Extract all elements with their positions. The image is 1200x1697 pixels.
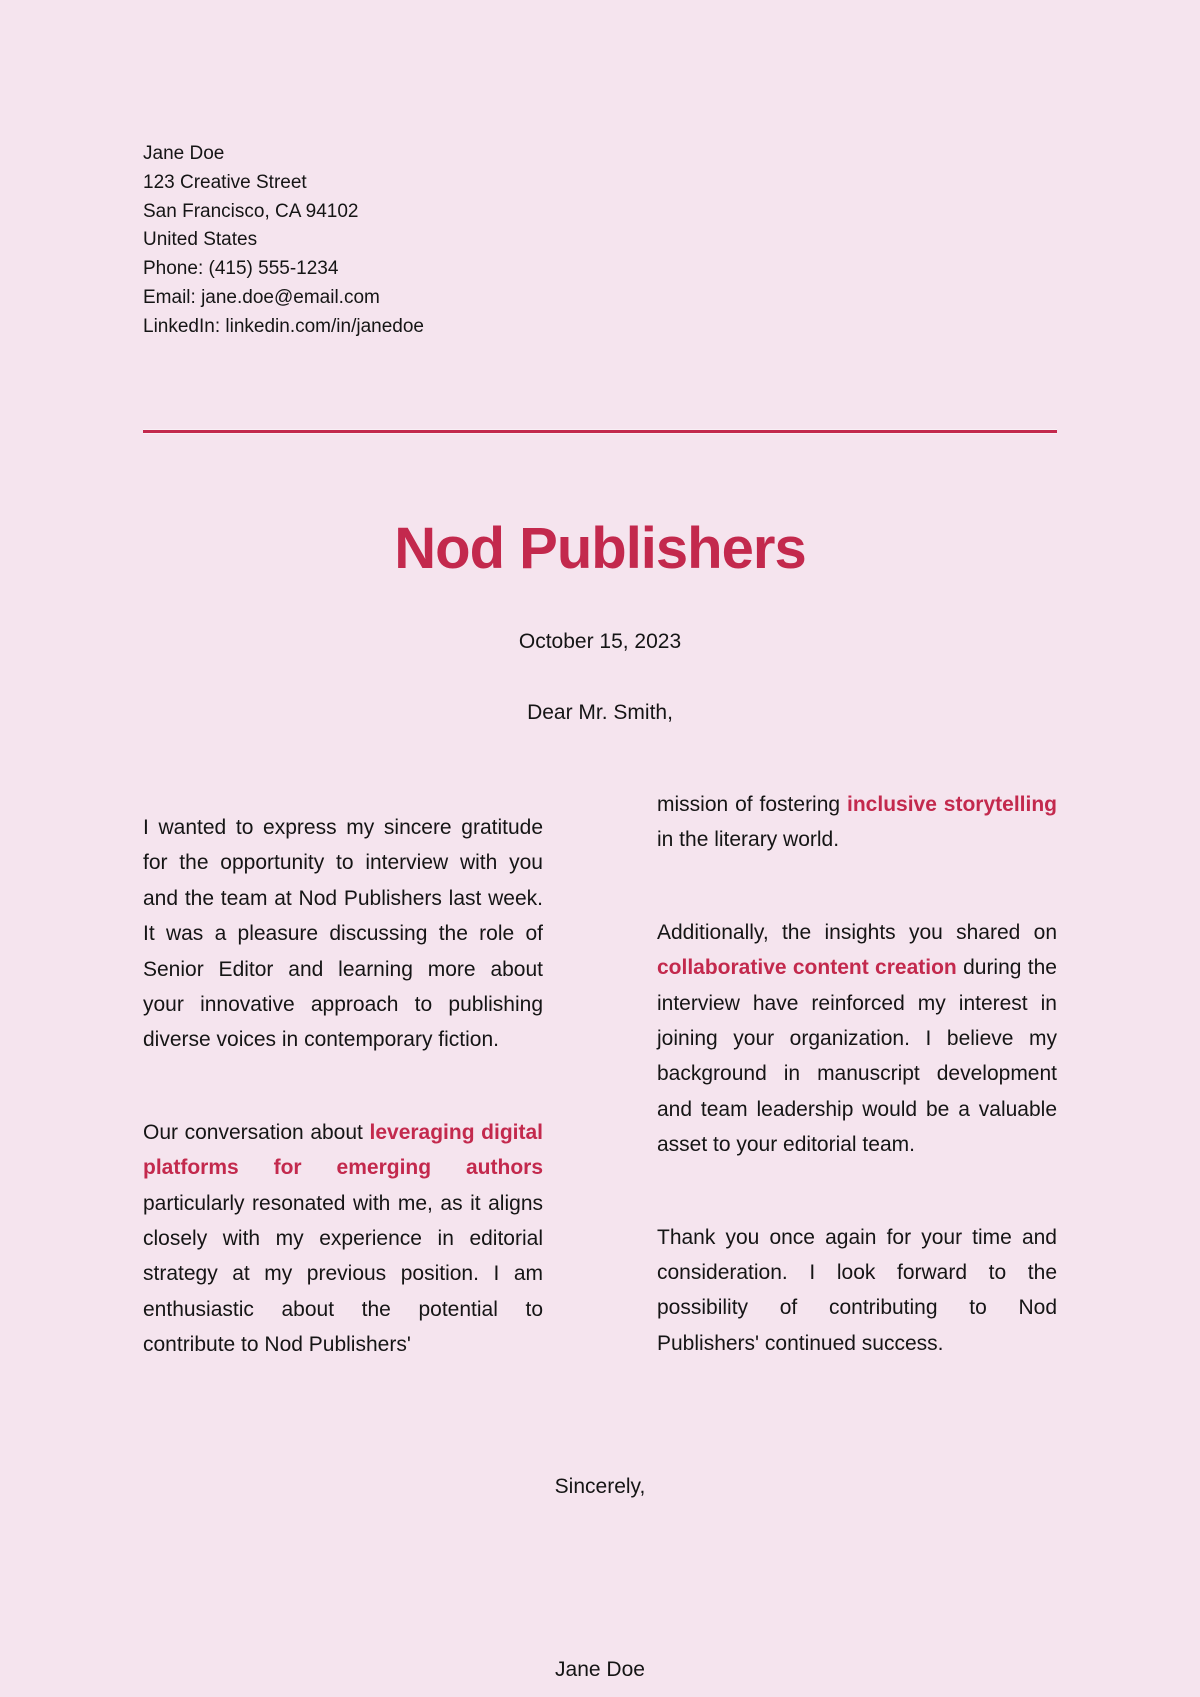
sender-name: Jane Doe xyxy=(143,143,225,164)
paragraph xyxy=(143,810,543,1058)
highlight-text: leveraging digital platforms for emerging authors xyxy=(143,1120,543,1180)
paragraph-text: Our conversation about xyxy=(143,1120,370,1144)
sender-contact-block xyxy=(143,140,424,342)
paragraph-text: Additionally, the insights you shared on xyxy=(657,920,1057,944)
paragraph-text: Thank you once again for your time and consideration. I look forward to the possibility of contributing to Nod Publishers' continued success. xyxy=(657,1225,1057,1355)
divider-line xyxy=(143,430,1057,433)
highlight-text: inclusive storytelling xyxy=(847,793,1057,816)
paragraph-text: in the literary world. xyxy=(657,828,840,852)
salutation: Dear Mr. Smith, xyxy=(527,701,673,724)
sender-city: San Francisco, CA 94102 xyxy=(143,200,359,222)
body-column-left xyxy=(143,787,543,1363)
paragraph-text: I wanted to express my sincere gratitude for the opportunity to interview with you and the team at Nod Publishers last week. It was a pleasure discussing the role of Senior Editor and learning more about your innovative approach to publishing diverse voices in contemporary fiction. xyxy=(143,816,543,1052)
paragraph xyxy=(657,1220,1057,1362)
paragraph-text: particularly resonated with me, as it aligns closely with my experience in editorial strategy at my previous position. I am enthusiastic about the potential to contribute to Nod Publishers' xyxy=(143,1191,543,1357)
letter-date: October 15, 2023 xyxy=(518,630,682,653)
paragraph xyxy=(657,915,1057,1163)
company-title: Nod Publishers xyxy=(394,516,806,581)
sender-street: 123 Creative Street xyxy=(143,171,307,193)
paragraph xyxy=(143,1115,543,1363)
signature-name: Jane Doe xyxy=(555,1658,645,1681)
paragraph xyxy=(657,787,1057,858)
paragraph-text: during the interview have reinforced my interest in joining your organization. I believe my background in manuscript development and team leadership would be a valuable asset to your editorial team. xyxy=(657,956,1057,1157)
body-column-right xyxy=(657,787,1057,1363)
sender-country: United States xyxy=(143,229,258,251)
sender-email: Email: jane.doe@email.com xyxy=(143,286,380,308)
sender-linkedin: LinkedIn: linkedin.com/in/janedoe xyxy=(143,315,424,337)
sender-phone: Phone: (415) 555-1234 xyxy=(143,258,339,280)
highlight-text: collaborative content creation xyxy=(657,956,957,980)
letter-body xyxy=(143,787,1057,1363)
closing: Sincerely, xyxy=(554,1475,646,1498)
paragraph-text: mission of fostering xyxy=(657,793,848,816)
